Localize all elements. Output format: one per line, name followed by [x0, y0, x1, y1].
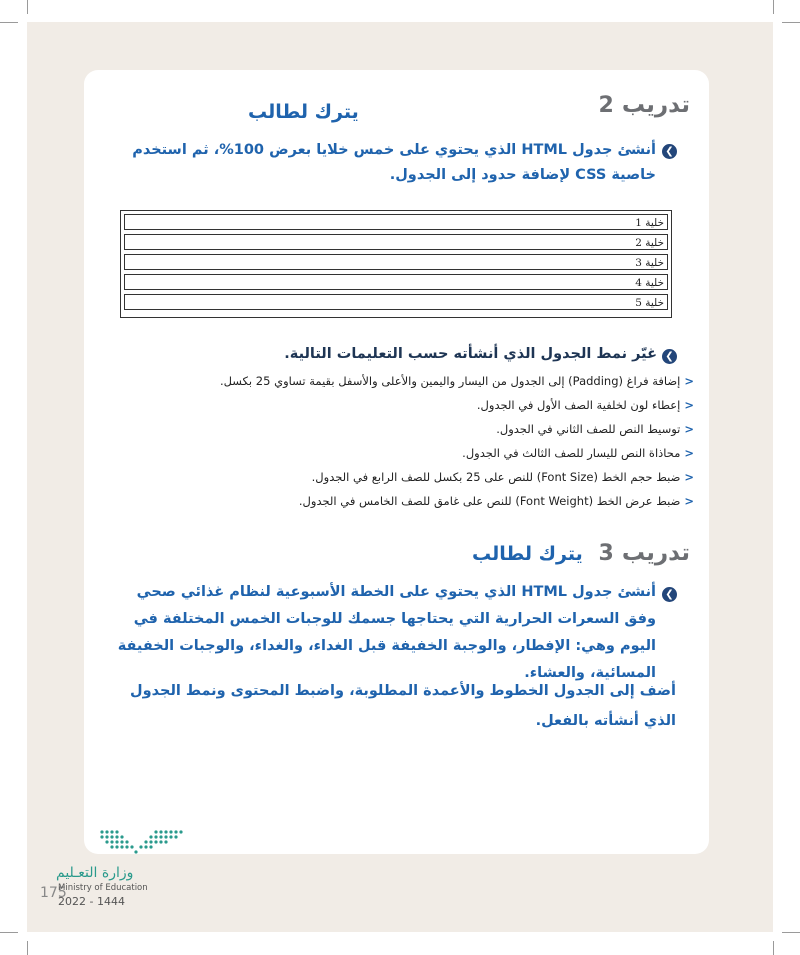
step-item: <ضبط عرض الخط (Font Weight) للنص على غامق للصف الخامس في الجدول. — [298, 494, 694, 508]
bullet-icon: ❮ — [662, 587, 677, 602]
crop-mark — [0, 22, 18, 23]
step-item: <ضبط حجم الخط (Font Size) للنص على 25 بكسل للصف الرابع في الجدول. — [311, 470, 694, 484]
table-row: خلية 3 — [124, 254, 668, 270]
exercise-2-task-1: أنشئ جدول HTML الذي يحتوي على خمس خلايا بعرض 100%، ثم استخدم خاصية CSS لإضافة حدود إلى الجدول. — [132, 142, 656, 183]
crop-mark — [782, 22, 800, 23]
table-row: خلية 5 — [124, 294, 668, 310]
page-number: 175 — [40, 885, 67, 901]
exercise-2-title: تدريب 2 — [598, 92, 690, 118]
exercise-3-task-1: أنشئ جدول HTML الذي يحتوي على الخطة الأسبوعية لنظام غذائي صحي وفق السعرات الحرارية التي يحتاجها جسمك للوجبات الخمس المختلفة في اليوم وهي: الإفطار، والوجبة الخفيفة قبل الغداء، والغداء، والوجبات الخفيفة المسائية، والعشاء. — [117, 584, 656, 681]
table-row: خلية 4 — [124, 274, 668, 290]
step-item: <محاذاة النص لليسار للصف الثالث في الجدول. — [462, 446, 694, 460]
ministry-logo-icon — [96, 826, 196, 860]
step-item: <إعطاء لون لخلفية الصف الأول في الجدول. — [476, 398, 694, 412]
exercise-3-leave-note: يترك لطالب — [472, 543, 583, 565]
edition-year: 2022 - 1444 — [58, 895, 125, 908]
crop-mark — [0, 932, 18, 933]
ministry-name-english: Ministry of Education — [58, 883, 148, 893]
demo-table — [120, 210, 672, 318]
crop-mark — [27, 941, 28, 955]
ministry-name-arabic: وزارة التعـليم — [56, 865, 134, 881]
table-row: خلية 2 — [124, 234, 668, 250]
exercise-3-task-2: أضف إلى الجدول الخطوط والأعمدة المطلوبة، واضبط المحتوى ونمط الجدول الذي أنشأته بالفعل. — [130, 683, 676, 729]
step-item: <إضافة فراغ (Padding) إلى الجدول من اليسار واليمين والأعلى والأسفل بقيمة تساوي 25 بكسل. — [219, 374, 694, 388]
exercise-3-title: تدريب 3 — [598, 540, 690, 566]
table-row: خلية 1 — [124, 214, 668, 230]
crop-mark — [773, 0, 774, 14]
crop-mark — [27, 0, 28, 14]
bullet-icon: ❮ — [662, 349, 677, 364]
exercise-2-leave-note: يترك لطالب — [248, 101, 359, 123]
bullet-icon: ❮ — [662, 144, 677, 159]
exercise-2-task-2-title: غيّر نمط الجدول الذي أنشأته حسب التعليمات التالية. — [284, 346, 657, 362]
step-item: <توسيط النص للصف الثاني في الجدول. — [496, 422, 694, 436]
crop-mark — [782, 932, 800, 933]
crop-mark — [773, 941, 774, 955]
